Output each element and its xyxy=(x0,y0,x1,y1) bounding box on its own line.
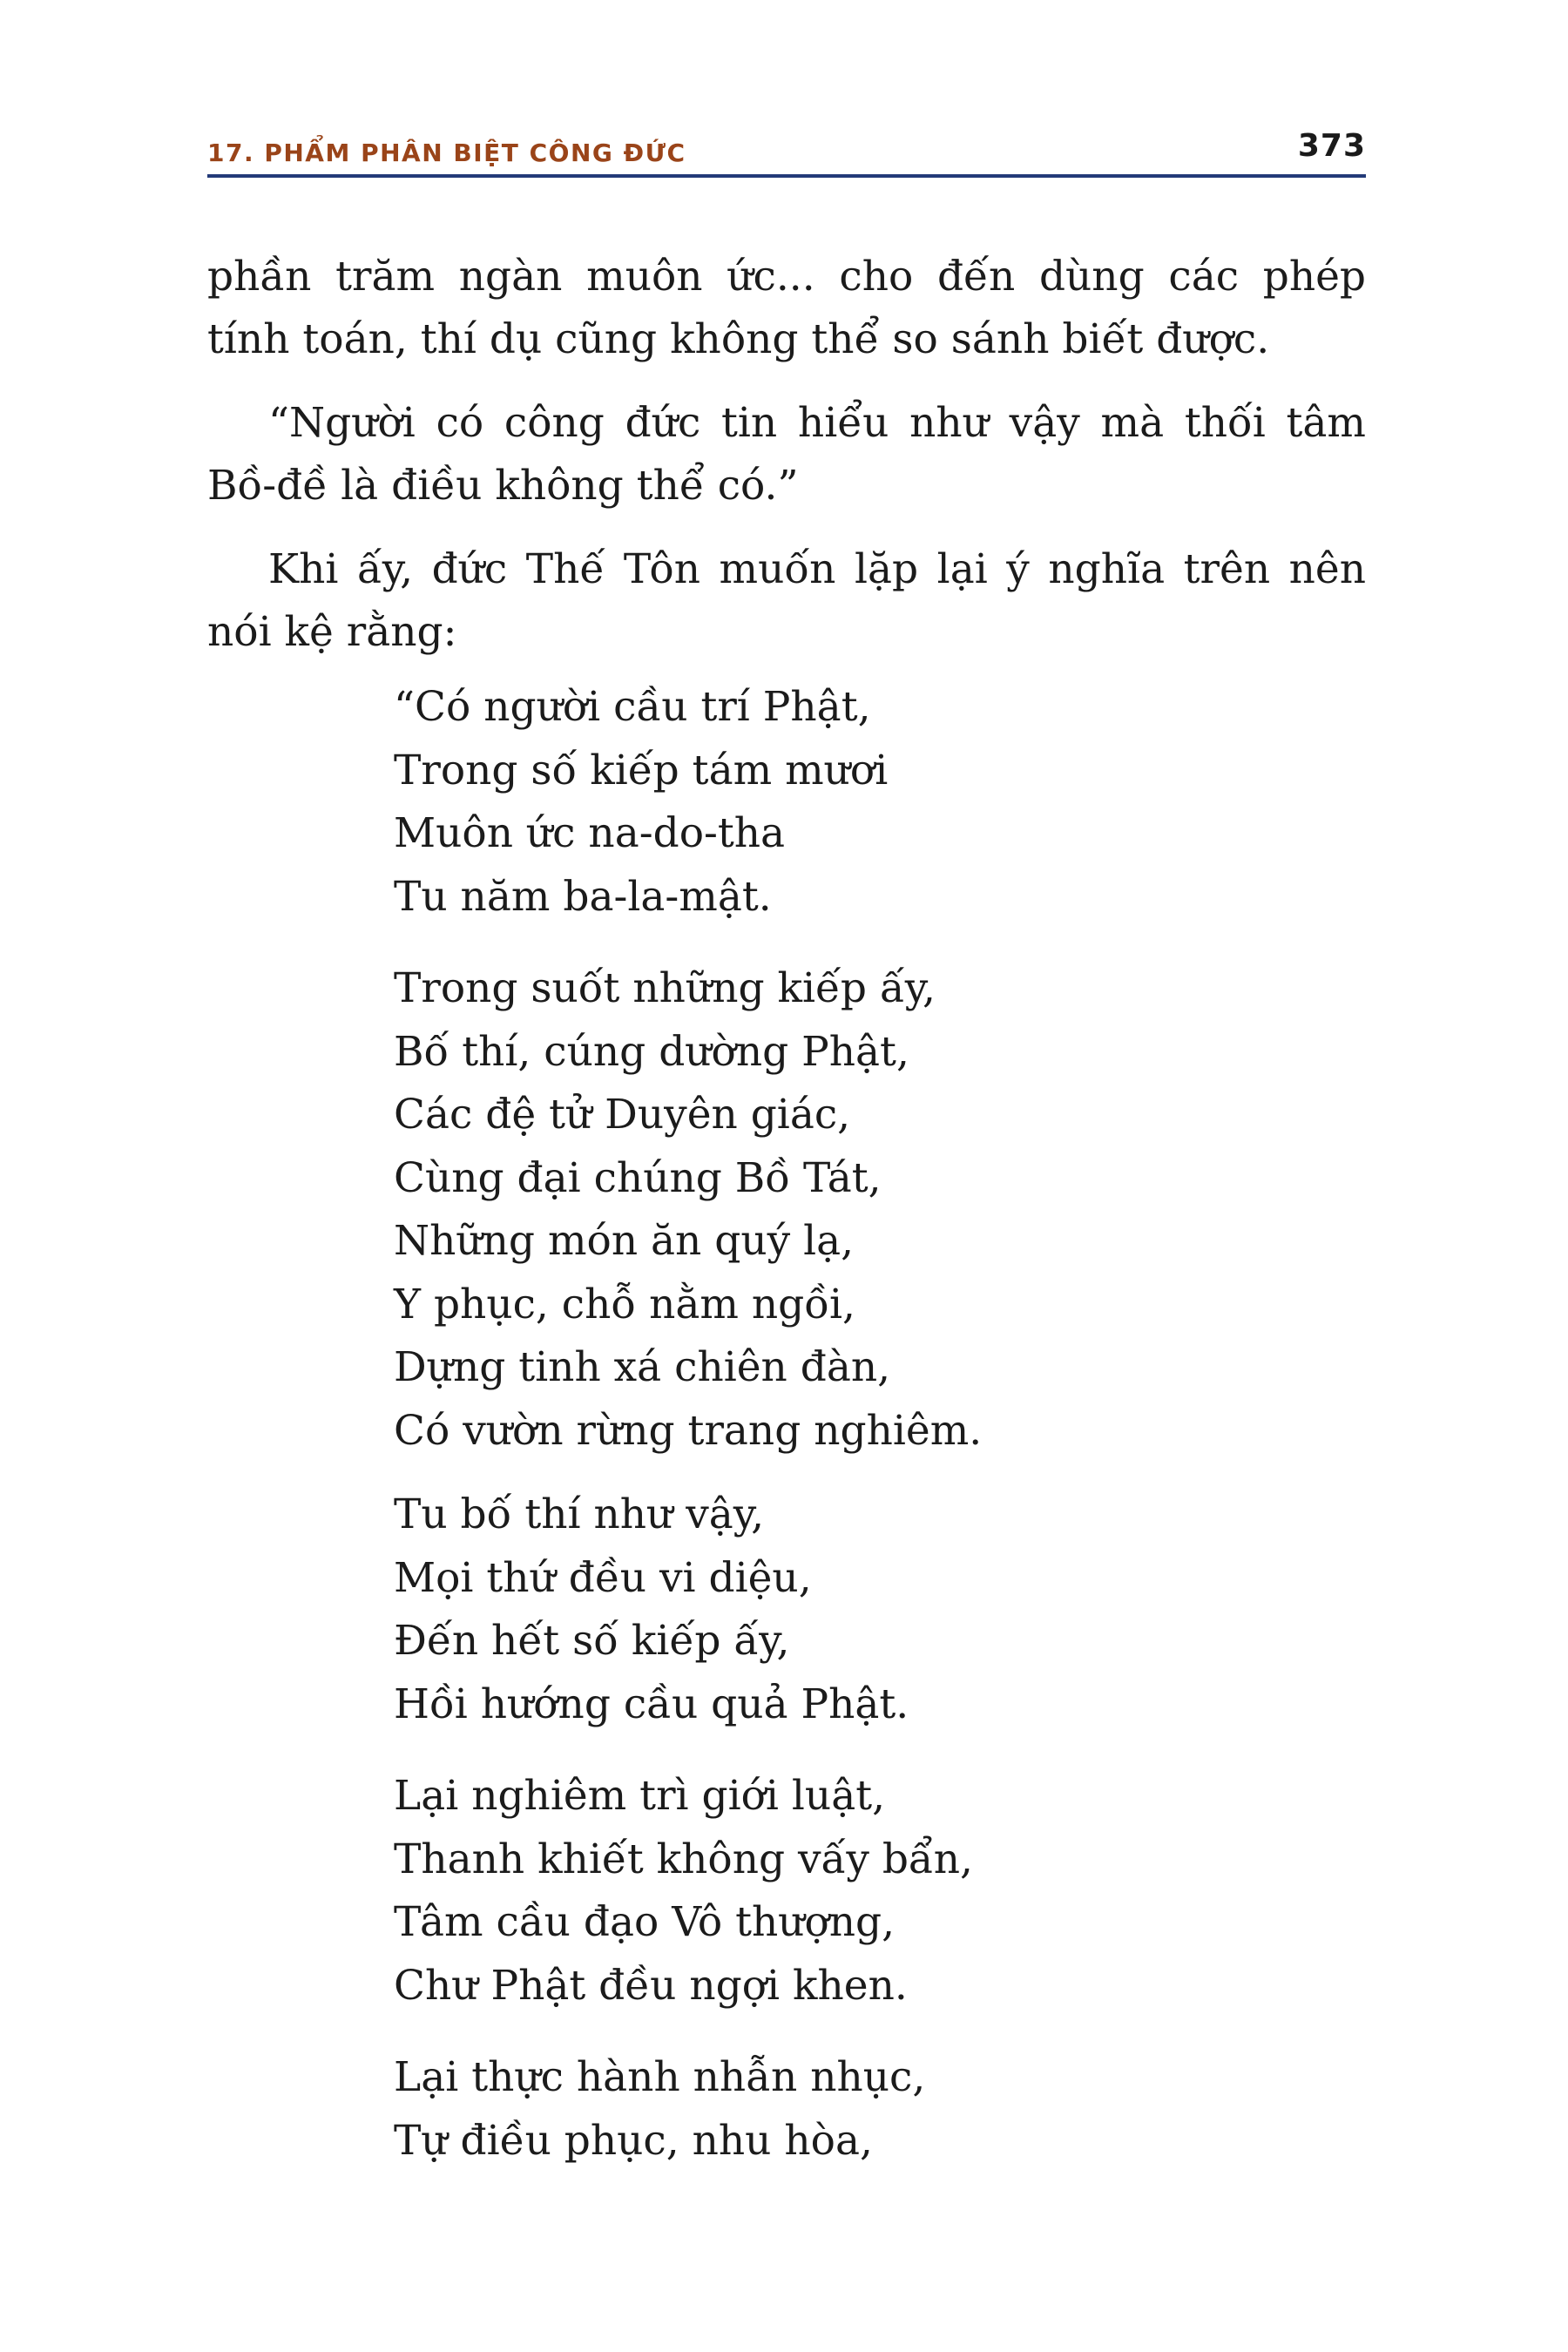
paragraph-line: “Người có công đức tin hiểu như vậy mà thối tâm xyxy=(268,399,1366,447)
stanza xyxy=(394,957,1265,1463)
verse-line: Cùng đại chúng Bồ Tát, xyxy=(394,1153,882,1202)
verse-stanza xyxy=(394,1484,1265,1736)
paragraph xyxy=(207,538,1366,664)
header-rule xyxy=(207,174,1366,178)
verse-stanza xyxy=(394,1765,1265,2017)
verse-line: Thanh khiết không vấy bẩn, xyxy=(394,1835,973,1883)
verse-line: Bố thí, cúng dường Phật, xyxy=(394,1027,909,1076)
verse-line: Lại thực hành nhẫn nhục, xyxy=(394,2053,926,2101)
verse-line: Tu năm ba-la-mật. xyxy=(394,872,772,921)
page-number: 373 xyxy=(1297,128,1366,164)
verse-line: Có vườn rừng trang nghiêm. xyxy=(394,1406,983,1455)
stanza xyxy=(394,1765,1265,2017)
verse-line: Tâm cầu đạo Vô thượng, xyxy=(394,1898,896,1946)
paragraph-line: phần trăm ngàn muôn ức... cho đến dùng các phép xyxy=(207,253,1366,301)
stanza xyxy=(394,1484,1265,1736)
verse-stanza xyxy=(394,2046,1265,2173)
stanza xyxy=(394,2046,1265,2173)
verse-line: Tu bố thí như vậy, xyxy=(394,1490,765,1538)
verse-line: Tự điều phục, nhu hòa, xyxy=(394,2116,873,2165)
prose-body xyxy=(207,246,1366,685)
verse-line: Những món ăn quý lạ, xyxy=(394,1217,855,1265)
verse-line: Dựng tinh xá chiên đàn, xyxy=(394,1343,891,1391)
paragraph-line: Khi ấy, đức Thế Tôn muốn lặp lại ý nghĩa trên nên xyxy=(268,545,1366,593)
verse-line: Muôn ức na-do-tha xyxy=(394,809,786,857)
verse-line: Hồi hướng cầu quả Phật. xyxy=(394,1680,909,1728)
running-header xyxy=(207,128,1366,174)
stanza xyxy=(394,676,1265,929)
verse-line: Chư Phật đều ngợi khen. xyxy=(394,1961,908,2010)
verse-line: “Có người cầu trí Phật, xyxy=(394,683,871,731)
verse-stanza xyxy=(394,957,1265,1463)
paragraph xyxy=(207,246,1366,371)
verse-line: Trong số kiếp tám mươi xyxy=(394,746,889,794)
verse-line: Đến hết số kiếp ấy, xyxy=(394,1617,790,1665)
verse-line: Trong suốt những kiếp ấy, xyxy=(394,964,936,1012)
verse-line: Lại nghiêm trì giới luật, xyxy=(394,1772,886,1820)
paragraph-line: tính toán, thí dụ cũng không thể so sánh biết được. xyxy=(207,315,1270,363)
verse-line: Các đệ tử Duyên giác, xyxy=(394,1091,851,1139)
verse-line: Mọi thứ đều vi diệu, xyxy=(394,1553,812,1602)
verse-line: Y phục, chỗ nằm ngồi, xyxy=(394,1280,855,1328)
verse-stanza xyxy=(394,676,1265,929)
paragraph-line: nói kệ rằng: xyxy=(207,608,457,656)
paragraph-line: Bồ-đề là điều không thể có.” xyxy=(207,462,799,510)
chapter-title: 17. PHẨM PHÂN BIỆT CÔNG ĐỨC xyxy=(207,139,686,167)
paragraph xyxy=(207,392,1366,517)
